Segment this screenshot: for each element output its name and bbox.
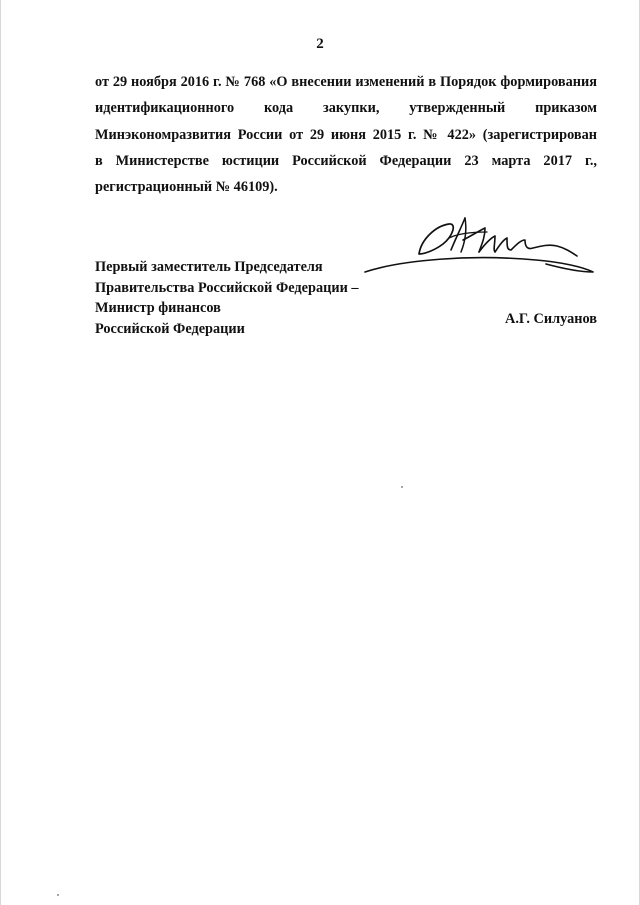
scan-speck bbox=[57, 894, 59, 896]
signatory-title-line: Первый заместитель Председателя bbox=[95, 259, 323, 275]
signatory-title-line: Российской Федерации bbox=[95, 320, 245, 337]
body-line: регистрационный № 46109). bbox=[95, 179, 278, 196]
handwritten-signature-icon bbox=[361, 210, 601, 285]
body-paragraph bbox=[95, 69, 597, 200]
body-line: идентификационного кода закупки, утвержденный приказом bbox=[95, 100, 597, 117]
signatory-title-line: Министр финансов bbox=[95, 300, 221, 316]
body-line: в Министерстве юстиции Российской Федерации 23 марта 2017 г., bbox=[95, 152, 597, 169]
page-number: 2 bbox=[316, 36, 324, 52]
signatory-name: А.Г. Силуанов bbox=[505, 311, 597, 327]
signatory-title bbox=[95, 257, 359, 339]
signatory-title-line: Правительства Российской Федерации – bbox=[95, 279, 359, 296]
body-line: от 29 ноября 2016 г. № 768 «О внесении изменений в Порядок формирования bbox=[95, 74, 597, 90]
body-line: Минэкономразвития России от 29 июня 2015 г. № 422» (зарегистрирован bbox=[95, 126, 597, 143]
scan-speck bbox=[401, 486, 403, 488]
